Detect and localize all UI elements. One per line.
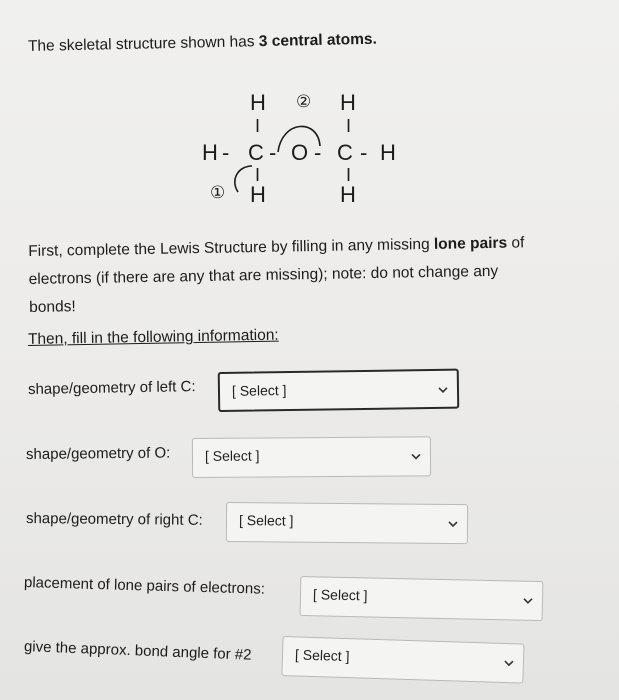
atom-h-top-left: H <box>250 90 266 115</box>
question-left-c-label: shape/geometry of left C: <box>27 378 196 398</box>
select-lone-pairs-value: [ Select ] <box>312 586 368 604</box>
select-lone-pairs[interactable] <box>300 576 544 621</box>
chevron-down-icon <box>447 519 459 529</box>
chevron-down-icon <box>410 451 422 461</box>
select-o-geometry[interactable] <box>192 436 431 478</box>
atom-c-right: C <box>337 140 353 165</box>
atom-h-bottom-left: H <box>250 182 266 207</box>
marker-2: ② <box>296 92 312 111</box>
instructions-line-3: bonds! <box>29 298 76 316</box>
lone-pairs-bold: lone pairs <box>433 234 508 253</box>
chevron-down-icon <box>503 658 515 668</box>
bond-c-h-right: - <box>360 140 368 165</box>
bond-top-left: I <box>255 116 261 136</box>
atom-o: O <box>291 140 309 165</box>
instructions-paragraph <box>28 228 589 322</box>
select-o-value: [ Select ] <box>204 447 260 464</box>
atom-h-left: H <box>202 140 218 165</box>
question-right-c-label: shape/geometry of right C: <box>25 510 203 529</box>
atom-c-left: C <box>248 140 264 165</box>
question-bond-angle-label: give the approx. bond angle for #2 <box>23 638 252 664</box>
bond-bottom-left: I <box>255 165 261 185</box>
marker-1: ① <box>210 183 226 202</box>
select-bond-angle[interactable] <box>281 636 524 684</box>
question-lone-pairs-label: placement of lone pairs of electrons: <box>23 574 266 598</box>
intro-text <box>28 31 377 56</box>
bond-top-right: I <box>346 116 352 136</box>
bond-o-c: - <box>314 140 322 165</box>
question-o-label: shape/geometry of O: <box>25 444 171 463</box>
intro-bold: 3 central atoms. <box>258 30 378 51</box>
atom-h-top-right: H <box>340 90 356 115</box>
atom-h-bottom-right: H <box>340 182 356 207</box>
select-right-c-value: [ Select ] <box>238 512 294 529</box>
molecule-diagram <box>180 80 440 220</box>
bond-h-c-left: - <box>222 140 230 165</box>
select-left-c-value: [ Select ] <box>231 382 287 399</box>
bond-bottom-right: I <box>346 165 352 185</box>
select-left-c-geometry[interactable] <box>218 369 460 412</box>
select-right-c-geometry[interactable] <box>226 502 468 544</box>
bond-c-o: - <box>269 140 277 165</box>
skeletal-structure <box>180 80 440 220</box>
instructions-line-2: electrons (if there are any that are missing); note: do not change any <box>28 262 499 288</box>
select-bond-angle-value: [ Select ] <box>294 646 350 665</box>
intro-prefix: The skeletal structure shown has <box>27 33 260 55</box>
then-heading: Then, fill in the following information: <box>27 326 279 348</box>
chevron-down-icon <box>437 385 449 395</box>
instructions-line-1: First, complete the Lewis Structure by filling in any missing lone pairs of <box>28 234 525 260</box>
atom-h-right: H <box>380 140 396 165</box>
chevron-down-icon <box>522 596 534 606</box>
